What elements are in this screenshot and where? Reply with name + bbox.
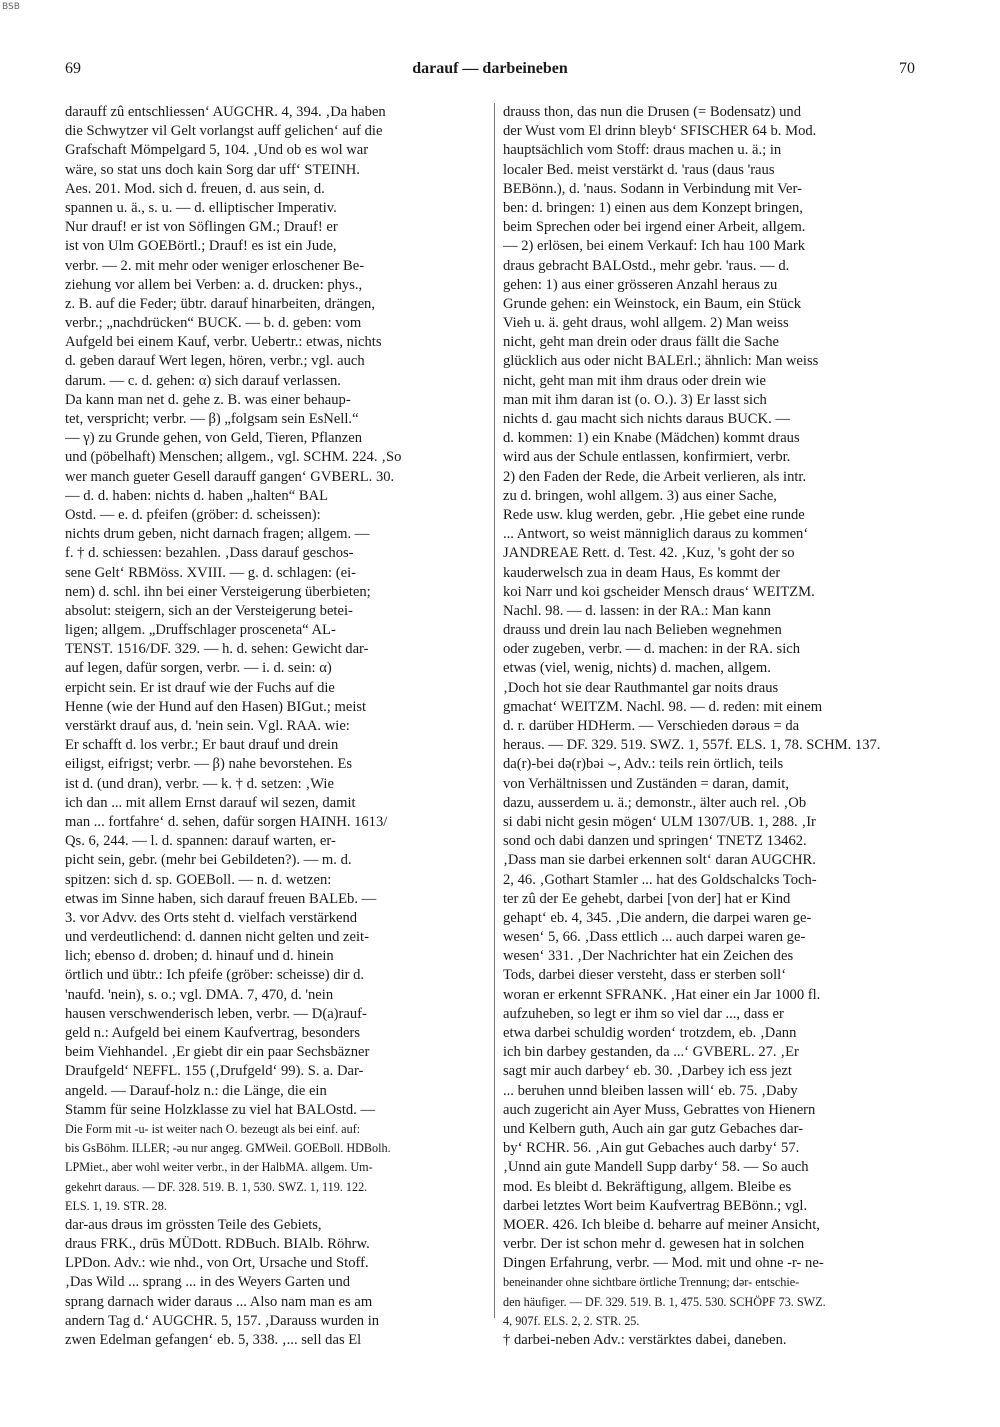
text-line: nicht, geht man mit ihm draus oder drein wie (503, 372, 767, 389)
text-line: MOER. 426. Ich bleibe d. beharre auf meiner Ansicht, (503, 1216, 820, 1233)
text-line: bis GsBöhm. ILLER; -əu nur angeg. GMWeil. GOEBoll. HDBolh. (65, 1141, 391, 1156)
text-line: z. B. auf die Feder; übtr. darauf hinarbeiten, drängen, (65, 295, 376, 312)
text-line: Aes. 201. Mod. sich d. freuen, d. aus sein, d. (65, 180, 325, 197)
text-line: nichts d. gau macht sich nichts daraus BUCK. — (503, 411, 790, 427)
text-line: darum. — c. d. gehen: α) sich darauf verlassen. (65, 372, 341, 389)
text-line: zwen Edelman gefangen‘ eb. 5, 338. ‚... sell das El (65, 1332, 362, 1348)
text-line: wesen‘ 331. ‚Der Nachrichter hat ein Zeichen des (503, 948, 794, 965)
text-line: sagt mir auch darbey‘ eb. 30. ‚Darbey ich ess jezt (503, 1063, 792, 1080)
running-title: darauf — darbeineben (412, 60, 568, 77)
text-line: ben: d. bringen: 1) einen aus dem Konzept bringen, (503, 199, 803, 216)
text-line: d. kommen: 1) ein Knabe (Mädchen) kommt draus (503, 430, 800, 447)
text-line: beim Viehhandel. ‚Er giebt dir ein paar Sechsbäzner (65, 1044, 370, 1061)
text-line: beneinander ohne sichtbare örtliche Trennung; dər- entschie- (503, 1275, 800, 1290)
text-line: hausen verschwenderisch leben, verbr. — D(a)rauf- (65, 1005, 367, 1022)
text-line: Die Form mit -u- ist weiter nach O. bezeugt als bei einf. auf: (65, 1121, 361, 1136)
text-line: etwa darbei schuldig worden‘ trotzdem, eb. ‚Dann (503, 1025, 797, 1041)
text-line: Tods, darbei dieser versteht, dass er sterben soll‘ (503, 967, 787, 984)
text-line: und (pöbelhaft) Menschen; allgem., vgl. SCHM. 224. ‚So (65, 449, 402, 466)
library-stamp: BSB (2, 2, 20, 12)
text-line: Ostd. — e. d. pfeifen (gröber: d. scheissen): (65, 506, 321, 523)
text-line: TENST. 1516/DF. 329. — h. d. sehen: Gewicht dar- (65, 641, 369, 658)
text-line: 'naufd. 'nein), s. o.; vgl. DMA. 7, 470, d. 'nein (65, 986, 334, 1003)
text-line: gehen: 1) aus einer grösseren Anzahl heraus zu (503, 276, 778, 293)
column-divider (494, 103, 495, 1318)
text-line: örtlich und übtr.: Ich pfeife (gröber: scheisse) dir d. (65, 967, 365, 984)
text-line: ter zû der Ee gehebt, darbei [von der] hat er Kind (503, 890, 791, 907)
text-line: sond och dabi danzen und springen‘ TNETZ 13462. (503, 833, 807, 850)
text-line: tet, verspricht; verbr. — β) „folgsam sein EsNell.“ (65, 411, 359, 427)
text-line: si dabi nicht gesin mögen‘ ULM 1307/UB. 1, 288. ‚Ir (503, 813, 816, 830)
text-line: und verdeutlichend: d. dannen nicht gelten und zeit- (65, 929, 369, 946)
text-line: aufzuheben, so legt er ihm so viel dar ..., dass er (503, 1005, 784, 1022)
text-line: die Schwytzer vil Gelt vorlangst auff gelichen‘ auf die (65, 123, 383, 140)
text-line: koi Narr und koi gscheider Mensch draus‘ WEITZM. (503, 583, 815, 600)
text-line: ‚Dass man sie darbei erkennen solt‘ daran AUGCHR. (503, 852, 816, 869)
text-line: — 2) erlösen, bei einem Verkauf: Ich hau 100 Mark (503, 238, 806, 255)
text-line: da(r)-bei də(r)bəi ⌣, Adv.: teils rein örtlich, teils (503, 756, 784, 773)
text-line: drauss und drein lau nach Belieben wegnehmen (503, 622, 782, 639)
text-line: localer Bed. meist verstärkt d. 'raus (daus 'raus (503, 161, 775, 178)
text-line: darbei letztes Wort beim Kaufvertrag BEBönn.; vgl. (503, 1197, 808, 1214)
text-line: Nur drauf! er ist von Söflingen GM.; Drauf! er (65, 219, 338, 236)
text-line: wird aus der Schule entlassen, konfirmiert, verbr. (503, 449, 791, 466)
left-column (65, 103, 493, 1350)
text-line: Qs. 6, 244. — l. d. spannen: darauf warten, er- (65, 833, 336, 850)
text-line: ‚Doch hot sie dear Rauthmantel gar noits draus (503, 679, 779, 696)
text-line: kauderwelsch zua in deam Haus, Es kommt der (503, 564, 781, 581)
text-line: ... Antwort, so weist männiglich daraus zu kommen‘ (503, 526, 809, 543)
text-line: von Verhältnissen und Zuständen = daran, damit, (503, 775, 789, 792)
text-line: ligen; allgem. „Druffschlager prosceneta“ AL- (65, 622, 336, 639)
text-line: spitzen: sich d. sp. GOEBoll. — n. d. wetzen: (65, 871, 332, 888)
text-line: ist von Ulm GOEBörtl.; Drauf! es ist ein Jude, (65, 238, 337, 255)
text-line: Grunde gehen: ein Weinstock, ein Baum, ein Stück (503, 295, 802, 312)
text-line: etwas (viel, wenig, nichts) d. machen, allgem. (503, 660, 771, 677)
text-line: ‚Das Wild ... sprang ... in des Weyers Garten und (65, 1274, 351, 1291)
text-line: ziehung vor allem bei Verben: a. d. drucken: phys., (65, 276, 363, 293)
text-line: angeld. — Darauf-holz n.: die Länge, die ein (65, 1082, 327, 1099)
text-line: auch zugericht ain Ayer Muss, Gebrattes von Hienern (503, 1101, 816, 1118)
text-line: nichts drum geben, nicht darnach fragen; allgem. — (65, 526, 370, 543)
text-line: LPDon. Adv.: wie nhd., von Ort, Ursache und Stoff. (65, 1255, 369, 1272)
text-line: wäre, so stat uns doch kain Sorg dar uff‘ STEINH. (65, 161, 360, 178)
text-line: den häufiger. — DF. 329. 519. B. 1, 475. 530. SCHÖPF 73. SWZ. (503, 1294, 826, 1309)
text-line: nem) d. schl. ihn bei einer Versteigerung überbieten; (65, 583, 371, 600)
text-line: f. † d. schiessen: bezahlen. ‚Dass darauf geschos- (65, 545, 354, 562)
text-line: draus FRK., drūs MÜDott. RDBuch. BIAlb. Röhrw. (65, 1236, 370, 1253)
text-line: absolut: steigern, sich an der Versteigerung betei- (65, 602, 353, 619)
text-line: d. geben darauf Wert legen, hören, verbr.; vgl. auch (65, 353, 365, 370)
text-line: sprang darnach wider daraus ... Also nam man es am (65, 1293, 373, 1310)
text-line: LPMiet., aber wohl weiter verbr., in der HalbMA. allgem. Um- (65, 1160, 373, 1175)
text-line: glücklich aus oder nicht BALErl.; ähnlich: Man weiss (503, 353, 819, 370)
text-line: ... beruhen unnd bleiben lassen will‘ eb. 75. ‚Daby (503, 1082, 798, 1099)
text-line: draus gebracht BALOstd., mehr gebr. 'raus. — d. (503, 257, 790, 274)
text-line: ich bin darbey gestanden, da ...‘ GVBERL. 27. ‚Er (503, 1044, 799, 1061)
text-line: auf legen, dafür sorgen, verbr. — i. d. sein: α) (65, 660, 332, 677)
text-line: mod. Es bleibt d. Bekräftigung, allgem. Bleibe es (503, 1178, 792, 1195)
text-line: etwas im Sinne haben, sich darauf freuen BALEb. — (65, 890, 377, 907)
text-line: andern Tag d.‘ AUGCHR. 5, 157. ‚Darauss wurden in (65, 1312, 380, 1329)
text-line: der Wust vom El drinn bleyb‘ SFISCHER 64 b. Mod. (503, 123, 817, 140)
text-line: verbr. Der ist schon mehr d. gewesen hat in solchen (503, 1236, 805, 1253)
text-line: verbr. — 2. mit mehr oder weniger erloschener Be- (65, 257, 365, 274)
text-line: † darbei-neben Adv.: verstärktes dabei, daneben. (503, 1332, 787, 1348)
text-line: beim Sprechen oder bei irgend einer Arbeit, allgem. (503, 219, 806, 236)
text-line: gehapt‘ eb. 4, 345. ‚Die andern, die darpei waren ge- (503, 909, 812, 926)
text-line: hauptsächlich vom Stoff: draus machen u. ä.; in (503, 142, 782, 159)
text-line: wer manch gueter Gesell darauff gangen‘ GVBERL. 30. (65, 468, 395, 485)
text-line: — d. d. haben: nichts d. haben „halten“ BAL (65, 487, 329, 504)
text-line: zu d. bringen, wohl allgem. 3) aus einer Sache, (503, 487, 777, 504)
text-line: man mit ihm daran ist (o. O.). 3) Er lasst sich (503, 391, 767, 408)
text-line: Henne (wie der Hund auf den Hasen) BIGut.; meist (65, 698, 367, 715)
text-line: 4, 907f. ELS. 2, 2. STR. 25. (503, 1313, 640, 1328)
text-line: 2, 46. ‚Gothart Stamler ... hat des Goldschalcks Toch- (503, 871, 817, 888)
right-column (503, 103, 931, 1350)
text-line: Rede usw. klug werden, gebr. ‚Hie gebet eine runde (503, 506, 805, 523)
page-header (65, 60, 915, 84)
text-line: geld n.: Aufgeld bei einem Kaufvertrag, besonders (65, 1025, 361, 1041)
text-line: verstärkt drauf aus, d. 'nein sein. Vgl. RAA. wie: (65, 718, 350, 734)
text-line: Dingen Erfahrung, verbr. — Mod. mit und ohne -r- ne- (503, 1255, 824, 1272)
text-line: spannen u. ä., s. u. — d. elliptischer Imperativ. (65, 199, 337, 216)
text-line: Vieh u. ä. geht draus, wohl allgem. 2) Man weiss (503, 315, 789, 332)
text-line: wesen‘ 5, 66. ‚Dass ettlich ... auch darpei waren ge- (503, 929, 806, 946)
text-line: woran er erkennt SFRANK. ‚Hat einer ein Jar 1000 fl. (503, 986, 821, 1003)
text-line: JANDREAE Rett. d. Test. 42. ‚Kuz, 's goht der so (503, 545, 795, 562)
text-line: ‚Unnd ain gute Mandell Supp darby‘ 58. — So auch (503, 1159, 809, 1176)
text-line: ist d. (und dran), verbr. — k. † d. setzen: ‚Wie (65, 775, 334, 792)
text-line: gekehrt daraus. — DF. 328. 519. B. 1, 530. SWZ. 1, 119. 122. (65, 1179, 368, 1194)
text-line: dazu, ausserdem u. ä.; demonstr., älter auch rel. ‚Ob (503, 794, 807, 811)
text-line: heraus. — DF. 329. 519. SWZ. 1, 557f. ELS. 1, 78. SCHM. 137. (503, 737, 881, 754)
text-line: Grafschaft Mömpelgard 5, 104. ‚Und ob es wol war (65, 142, 369, 159)
text-line: 3. vor Advv. des Orts steht d. vielfach verstärkend (65, 909, 358, 926)
text-line: dar-aus drəus im grössten Teile des Gebiets, (65, 1216, 322, 1233)
page-number-left: 69 (65, 60, 81, 77)
text-line: drauss thon, das nun die Drusen (= Bodensatz) und (503, 104, 802, 120)
page-number-right: 70 (899, 60, 915, 77)
text-line: oder zugeben, verbr. — d. machen: in der RA. sich (503, 641, 801, 658)
text-line: darauff zû entschliessen‘ AUGCHR. 4, 394. ‚Da haben (65, 104, 386, 120)
text-line: gmachat‘ WEITZM. Nachl. 98. — d. reden: mit einem (503, 698, 823, 715)
text-line: Nachl. 98. — d. lassen: in der RA.: Man kann (503, 602, 771, 619)
text-line: man ... fortfahre‘ d. sehen, dafür sorgen HAINH. 1613/ (65, 813, 388, 830)
text-line: 2) den Faden der Rede, die Arbeit verlieren, als intr. (503, 468, 807, 485)
text-line: Da kann man net d. gehe z. B. was einer behaup- (65, 391, 351, 408)
text-line: BEBönn.), d. 'naus. Sodann in Verbindung mit Ver- (503, 180, 802, 197)
text-line: by‘ RCHR. 56. ‚Ain gut Gebaches auch darby‘ 57. (503, 1140, 800, 1157)
text-line: ELS. 1, 19. STR. 28. (65, 1198, 167, 1213)
text-line: eiligst, eifrigst; verbr. — β) nahe bevorstehen. Es (65, 756, 353, 773)
text-line: Stamm für seine Holzklasse zu viel hat BALOstd. — (65, 1101, 376, 1118)
text-line: verbr.; „nachdrücken“ BUCK. — b. d. geben: vom (65, 315, 362, 332)
text-line: sene Gelt‘ RBMöss. XVIII. — g. d. schlagen: (ei- (65, 564, 357, 581)
text-line: ich dan ... mit allem Ernst darauf wil sezen, damit (65, 794, 356, 811)
text-line: picht sein, gebr. (mehr bei Gebildeten?). — m. d. (65, 852, 352, 869)
text-line: d. r. darüber HDHerm. — Verschieden dərəus = da (503, 718, 800, 734)
text-line: — γ) zu Grunde gehen, von Geld, Tieren, Pflanzen (65, 430, 363, 447)
text-line: Er schafft d. los verbr.; Er baut drauf und drein (65, 737, 339, 754)
text-line: Aufgeld bei einem Kauf, verbr. Uebertr.: etwas, nichts (65, 334, 382, 351)
text-line: nicht, geht man drein oder draus fällt die Sache (503, 334, 779, 351)
text-line: und Kelbern guth, Auch ain gar gutz Gebaches dar- (503, 1120, 803, 1137)
text-line: lich; ebenso d. droben; d. hinauf und d. hinein (65, 948, 334, 965)
text-line: erpicht sein. Er ist drauf wie der Fuchs auf die (65, 679, 335, 696)
text-line: Draufgeld‘ NEFFL. 155 (‚Drufgeld‘ 99). S. a. Dar- (65, 1063, 364, 1080)
